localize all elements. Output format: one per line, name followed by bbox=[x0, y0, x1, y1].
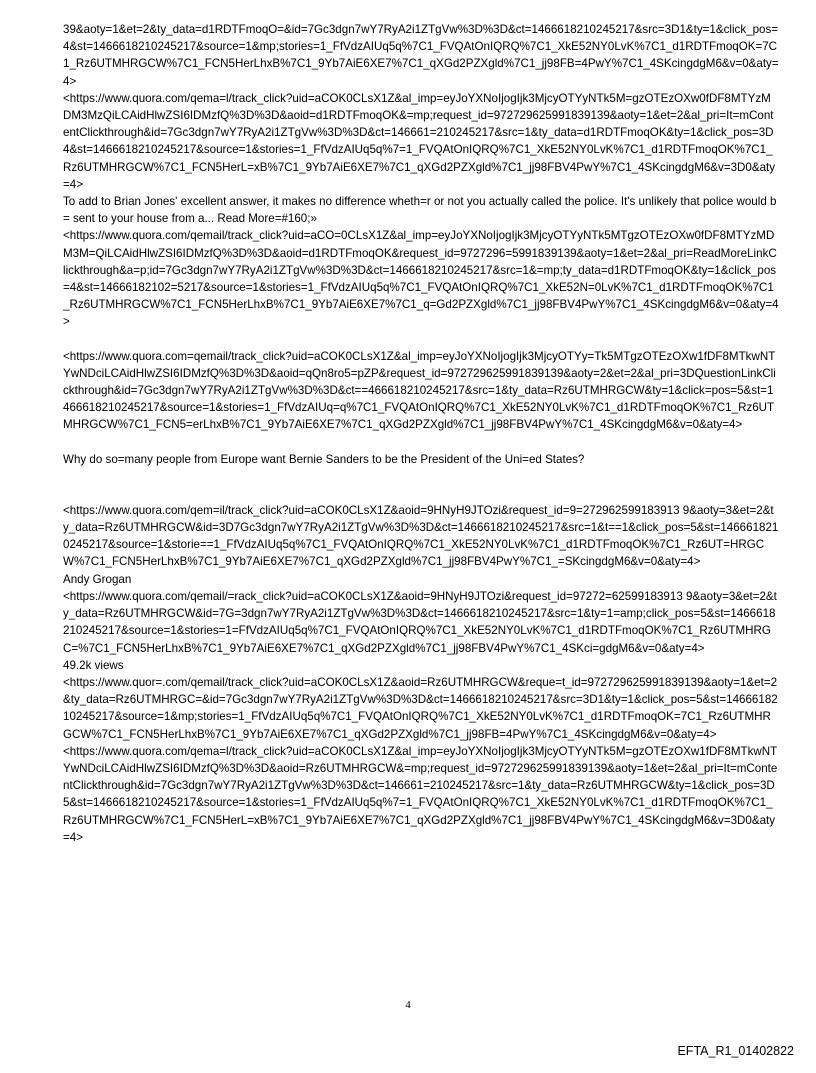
tracking-link: <https://www.quor=.com/qemail/track_click?uid=aCOK0CLsX1Z&aoid=Rz6UTMHRGCW&reque=t_id=972729625991839139&aoty=1&et=2&ty_data=Rz6UTMHRGC=&id=7Gc3dgn7wY7RyA2i1ZTgVw%3D%3D&ct=1466618210245217&src=3D1&ty=1&click_pos=5&st=1466618210245217&source=1&mp;stories=1_FfVdzAIUq5q%7C1_FVQAtOnIQRQ%7C1_XkE52NY0LvK%7C1_d1RDTFmoqOK=7C1_Rz6UTMHRGCW%7C1_FCN5HerLhxB%7C1_9Yb7AiE6XE7%7C1_qXGd2PZXgld%7C1_jj98FB=4PwY%7C1_4SKcingdgM6&v=0&aty=4> bbox=[63, 675, 778, 741]
spacer bbox=[63, 331, 779, 348]
question-link: <https://www.quora.com=qemail/track_click?uid=aCOK0CLsX1Z&al_imp=eyJoYXNoIjogIjk3MjcyOTYy=Tk5MTgzOTEzOXw1fDF8MTkwNTYwNDciLCAidHlwZSI6IDMzfQ%3D%3D&aoid=qQn8ro5=pZP&request_id=972729625991839139&aoty=2&et=2&al_pri=3DQuestionLinkClickthrough&id=7Gc3dgn7wY7RyA2i1ZTgVw%3D%3D&ct==466618210245217&src=1&ty_data=Rz6UTMHRGCW&ty=1&click=pos=5&st=1466618210245217&source=1&stories=1_FfVdzAIUq=q%7C1_FVQAtOnIQRQ%7C1_XkE52NY0LvK%7C1_d1RDTFmoqOK%7C1_Rz6UTMHRGCW%7C1_FCN5=erLhxB%7C1_9Yb7AiE6XE7%7C1_qXGd2PZXgld%7C1_jj98FBV4PwY%7C1_4SKcingdgM6&v=0&aty=4> bbox=[63, 349, 776, 432]
spacer bbox=[63, 468, 779, 485]
answer-excerpt: To add to Brian Jones' excellent answer, it makes no difference wheth=r or not you actually called the police. It's unlikely that police would b= sent to your house from a... Read More=#160;» bbox=[63, 195, 777, 226]
read-more-link: <https://www.quora.com/qemail/track_click?uid=aCO=0CLsX1Z&al_imp=eyJoYXNoIjogIjk3MjcyOTYyNTk5MTgzOTEzOXw0fDF8MTYzMDM3M=QiLCAidHlwZSI6IDMzfQ%3D%3D&aoid=d1RDTFmoqOK&request_id=9727296=5991839139&aoty=1&et=2&al_pri=ReadMoreLinkClickthrough&a=p;id=7Gc3dgn7wY7RyA2i1ZTgVw%3D%3D&ct=1466618210245217&src=1&=mp;ty_data=d1RDTFmoqOK&ty=1&click_pos=4&st=14666182102=5217&source=1&stories=1_FfVdzAIUq5q%7C1_FVQAtOnIQRQ%7C1_XkE52N=0LvK%7C1_d1RDTFmoqOK%7C1_Rz6UTMHRGCW%7C1_FCN5HerLhxB%7C1_9Yb7AiE6XE7%7C1_q=Gd2PZXgld%7C1_jj98FBV4PwY%7C1_4SKcingdgM6&v=0&aty=4> bbox=[63, 229, 779, 329]
spacer bbox=[63, 434, 779, 451]
author-avatar-link: <https://www.quora.com/qem=il/track_click?uid=aCOK0CLsX1Z&aoid=9HNyH9JTOzi&request_id=9=272962599183913 9&aoty=3&et=2&ty_data=Rz6UTMHRGCW&id=3D7Gc3dgn7wY7RyA2i1ZTgVw%3D%3D&ct=1466618210245217&src=1&t==1&click_pos=5&st=1466618210245217&source=1&storie==1_FfVdzAIUq5q%7C1_FVQAtOnIQRQ%7C1_XkE52NY0LvK%7C1_d1RDTFmoqOK%7C1_Rz6UT=HRGCW%7C1_FCN5HerLhxB%7C1_9Yb7AiE6XE7%7C1_qXGd2PZXgld%7C1_jj98FBV4PwY%7C1_=SKcingdgM6&v=0&aty=4> bbox=[63, 503, 779, 569]
question-title: Why do so=many people from Europe want Bernie Sanders to be the President of the Uni=ed States? bbox=[63, 452, 585, 466]
view-count: 49.2k views bbox=[63, 658, 124, 672]
document-id: EFTA_R1_01402822 bbox=[677, 1044, 794, 1058]
author-profile-link: <https://www.quora.com/qemail/=rack_click?uid=aCOK0CLsX1Z&aoid=9HNyH9JTOzi&request_id=97272=62599183913 9&aoty=3&et=2&ty_data=Rz6UTMHRGCW&id=7G=3dgn7wY7RyA2i1ZTgVw%3D%3D&ct=1466618210245217&src=1&ty=1=amp;click_pos=5&st=1466618210245217&source=1&stories=1=FfVdzAIUq5q%7C1_FVQAtOnIQRQ%7C1_XkE52NY0LvK%7C1_d1RDTFmoqOK%7C1_Rz6UTMHRGC=%7C1_FCN5HerLhxB%7C1_9Yb7AiE6XE7%7C1_qXGd2PZXgld%7C1_jj98FBV4PwY%7C1_4SKci=gdgM6&v=0&aty=4> bbox=[63, 589, 777, 655]
content-clickthrough-link: <https://www.quora.com/qema=l/track_click?uid=aCOK0CLsX1Z&al_imp=eyJoYXNoIjogIjk3MjcyOTYyNTk5M=gzOTEzOXw1fDF8MTkwNTYwNDciLCAidHlwZSI6IDMzfQ%3D%3D&aoid=Rz6UTMHRGCW&=mp;request_id=972729625991839139&aoty=1&et=2&al_pri=It=mContentClickthrough&id=7Gc3dgn7wY7RyA2i1ZTgVw%3D%3D&ct=146661=210245217&src=1&ty_data=Rz6UTMHRGCW&ty=1&click_pos=3D5&st=1466618210245217&source=1&stories=1_FfVdzAIUq5q%7=1_FVQAtOnIQRQ%7C1_XkE52NY0LvK%7C1_d1RDTFmoqOK%7C1_Rz6UTMHRGCW%7C1_FCN5HerL=xB%7C1_9Yb7AiE6XE7%7C1_qXGd2PZXgld%7C1_jj98FBV4PwY%7C1_4SKcingdgM6&v=3D0&aty=4> bbox=[63, 744, 778, 844]
page-number: 4 bbox=[405, 999, 411, 1011]
tracking-link-fragment: 39&aoty=1&et=2&ty_data=d1RDTFmoqO=&id=7Gc3dgn7wY7RyA2i1ZTgVw%3D%3D&ct=1466618210245217&src=3D1&ty=1&click_pos=4&st=1466618210245217&source=1&mp;stories=1_FfVdzAIUq5q%7C1_FVQAtOnIQRQ%7C1_XkE52NY0LvK%7C1_d1RDTFmoqOK=7C1_Rz6UTMHRGCW%7C1_FCN5HerLhxB%7C1_9Yb7AiE6XE7%7C1_qXGd2PZXgld%7C1_jj98FB=4PwY%7C1_4SKcingdgM6&v=0&aty=4> bbox=[63, 23, 779, 88]
email-body bbox=[63, 21, 779, 846]
tracking-link: <https://www.quora.com/qema=l/track_click?uid=aCOK0CLsX1Z&al_imp=eyJoYXNoIjogIjk3MjcyOTYyNTk5M=gzOTEzOXw0fDF8MTYzMDM3MzQiLCAidHlwZSI6IDMzfQ%3D%3D&aoid=d1RDTFmoqOK&=mp;request_id=972729625991839139&aoty=1&et=2&al_pri=It=mContentClickthrough&id=7Gc3dgn7wY7RyA2i1ZTgVw%3D%3D&ct=146661=210245217&src=1&ty_data=d1RDTFmoqOK&ty=1&click_pos=3D4&st=1466618210245217&source=1&stories=1_FfVdzAIUq5q%7=1_FVQAtOnIQRQ%7C1_XkE52NY0LvK%7C1_d1RDTFmoqOK%7C1_Rz6UTMHRGCW%7C1_FCN5HerL=xB%7C1_9Yb7AiE6XE7%7C1_qXGd2PZXgld%7C1_jj98FBV4PwY%7C1_4SKcingdgM6&v=3D0&aty=4> bbox=[63, 91, 776, 191]
author-name: Andy Grogan bbox=[63, 572, 132, 586]
spacer bbox=[63, 485, 779, 502]
